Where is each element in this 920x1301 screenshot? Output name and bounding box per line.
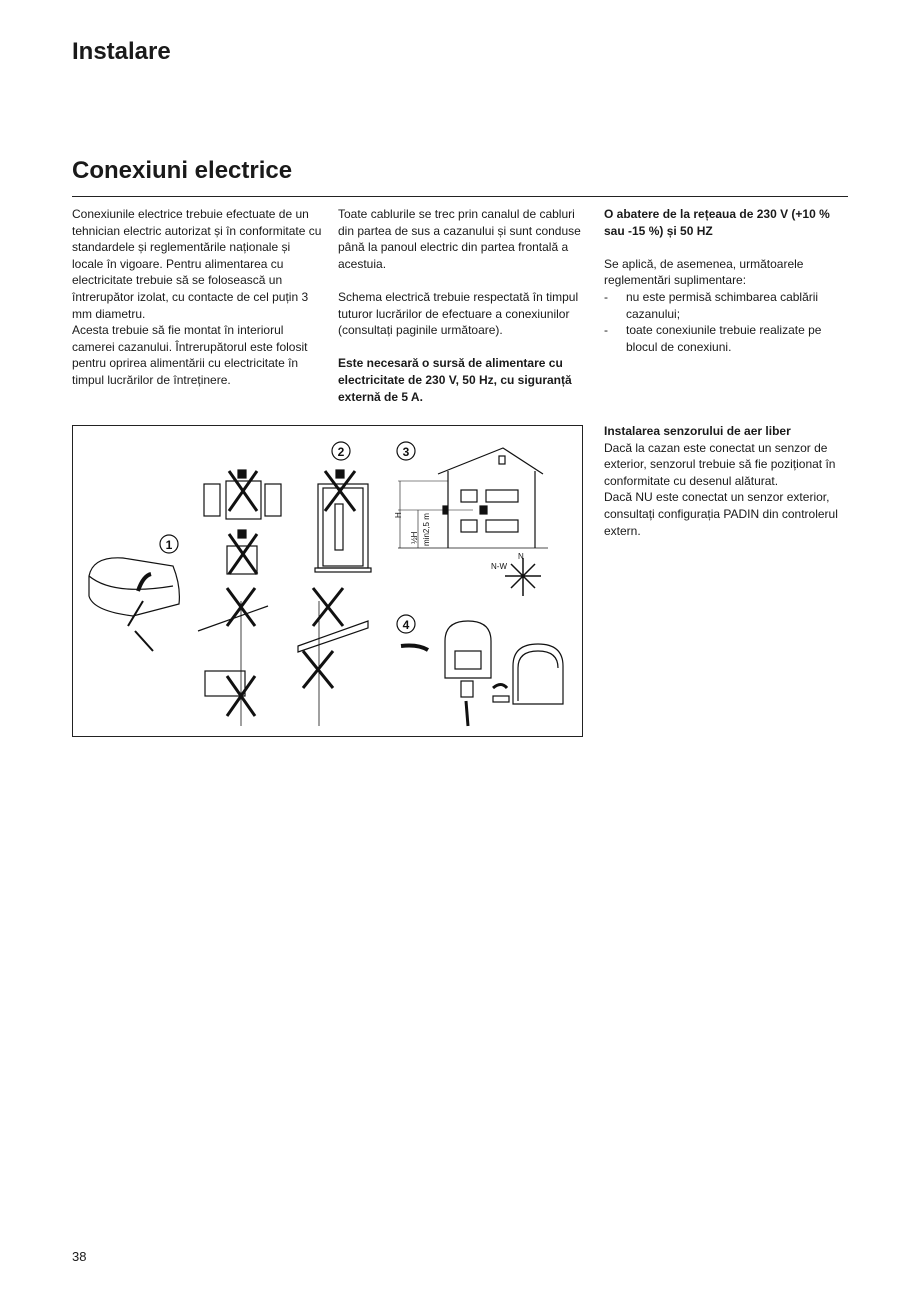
step-2-marker [332, 442, 350, 460]
paragraph: Se aplică, de asemenea, următoarele reglementări suplimentare: [604, 256, 804, 288]
svg-text:H: H [394, 512, 403, 518]
paragraph: Conexiunile electrice trebuie efectuate de un tehnician electric autorizat și în conformitate cu standardele și reglementările naționale și locale în vigoare. Pentru alimentarea cu electricitate trebuie să se folosească un întrerupător izolat, cu contacte de cel puțin 3 mm diametru. [72, 207, 322, 321]
paragraph: Schema electrică trebuie respectată în timpul tuturor lucrărilor de efectuare a conexiunilor (consultați paginile următoare). [338, 289, 579, 338]
window-icon [204, 470, 281, 519]
svg-text:1: 1 [165, 538, 173, 552]
svg-text:3: 3 [402, 445, 410, 459]
paragraph: Toate cablurile se trec prin canalul de cabluri din partea de sus a cazanului și sunt conduse până la panoul electric din partea frontală a acestuia. [338, 207, 581, 271]
vent-icon [227, 530, 257, 574]
compass-icon [491, 552, 541, 596]
sensor-section [604, 423, 848, 539]
sensor-unit-icon [89, 558, 179, 651]
svg-text:N: N [518, 552, 524, 561]
step-1-marker [160, 535, 178, 553]
roof-icon [198, 588, 268, 726]
door-icon [315, 470, 371, 572]
sensor-title: Instalarea senzorului de aer liber [604, 424, 791, 438]
svg-text:4: 4 [402, 618, 410, 632]
sensor-mounting-diagram [401, 621, 563, 726]
page-header-title: Instalare [72, 38, 171, 65]
voltage-deviation-note: O abatere de la rețeaua de 230 V (+10 % sau -15 %) și 50 HZ [604, 207, 830, 238]
sensor-installation-figure [72, 425, 583, 737]
section-title: Conexiuni electrice [72, 157, 293, 184]
chimney-icon [298, 588, 368, 726]
paragraph: Dacă NU este conectat un senzor exterior, consultați configurația PADIN din controlerul extern. [604, 490, 838, 538]
list-item: - nu este permisă schimbarea cablării cazanului; [604, 289, 848, 322]
paragraph: Acesta trebuie să fie montat în interiorul camerei cazanului. Întrerupătorul este folosit pentru oprirea alimentării cu electricitate în timpul lucrărilor de întreținere. [72, 323, 308, 387]
step-3-marker [397, 442, 415, 460]
power-requirement: Este necesară o sursă de alimentare cu electricitate de 230 V, 50 Hz, cu siguranță externă de 5 A. [338, 356, 572, 404]
list-item: - toate conexiunile trebuie realizate pe blocul de conexiuni. [604, 322, 848, 355]
column-2 [338, 206, 586, 405]
column-1 [72, 206, 324, 389]
page-number: 38 [72, 1249, 87, 1264]
svg-text:min2,5 m: min2,5 m [422, 513, 431, 546]
column-3 [604, 206, 848, 355]
svg-text:N-W: N-W [491, 562, 507, 571]
paragraph: Dacă la cazan este conectat un senzor de exterior, senzorul trebuie să fie poziționat în conformitate cu desenul alăturat. [604, 440, 836, 488]
svg-text:½H: ½H [410, 531, 419, 544]
section-divider [72, 196, 848, 197]
step-4-marker [397, 615, 415, 633]
svg-text:2: 2 [337, 445, 345, 459]
regulations-list [604, 289, 848, 355]
house-diagram [394, 448, 548, 548]
